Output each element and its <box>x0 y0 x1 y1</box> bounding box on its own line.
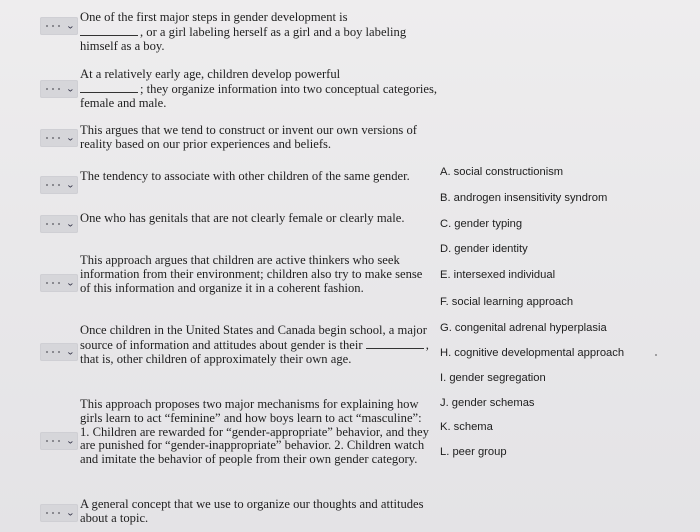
question-9-text: A general concept that we use to organize our thoughts and attitudes about a topic. <box>80 497 424 525</box>
question-1-text: One of the first major steps in gender development is , or a girl labeling herself as a girl and a boy labeling himself as a boy. <box>80 10 407 53</box>
chevron-down-icon: ⌄ <box>65 435 75 446</box>
select-placeholder-dashes <box>46 137 64 139</box>
select-placeholder-dashes <box>46 25 64 27</box>
question-8-text: This approach proposes two major mechanisms for explaining how girls learn to act “feminine” and how boys learn to act “masculine”: 1. Children are rewarded for “gender-appropriate” behavior, and they are punished for “gender-inappropriate” behavior. 2. Children watch and imitate the behavior of people from their own gender category. <box>80 397 429 467</box>
option-b: B. androgen insensitivity syndrom <box>440 192 608 204</box>
answer-select-1[interactable] <box>40 17 78 35</box>
answer-select-5[interactable] <box>40 215 78 233</box>
option-k: K. schema <box>440 421 493 433</box>
blank-line <box>80 25 138 36</box>
option-h: H. cognitive developmental approach <box>440 347 625 359</box>
question-4-text: The tendency to associate with other children of the same gender. <box>80 169 410 183</box>
select-placeholder-dashes <box>46 512 64 514</box>
select-placeholder-dashes <box>46 351 64 353</box>
answer-select-6[interactable] <box>40 274 78 292</box>
question-6-text: This approach argues that children are active thinkers who seek information from their environment; children also try to make sense of this information and organize it in a coherent fashion. <box>80 253 423 295</box>
answer-select-9[interactable] <box>40 504 78 522</box>
chevron-down-icon: ⌄ <box>65 277 75 288</box>
answer-select-3[interactable] <box>40 129 78 147</box>
question-3-text: This argues that we tend to construct or invent our own versions of reality based on our prior experiences and beliefs. <box>80 123 417 151</box>
chevron-down-icon: ⌄ <box>65 20 75 31</box>
answer-select-8[interactable] <box>40 432 78 450</box>
chevron-down-icon: ⌄ <box>65 83 75 94</box>
option-d: D. gender identity <box>440 243 528 255</box>
blank-line <box>80 82 138 93</box>
option-c: C. gender typing <box>440 218 523 230</box>
option-j: J. gender schemas <box>440 397 535 409</box>
chevron-down-icon: ⌄ <box>65 132 75 143</box>
option-f: F. social learning approach <box>440 296 574 308</box>
stray-dot <box>655 354 657 356</box>
question-2-text: At a relatively early age, children develop powerful ; they organize information into two conceptual categories, female and male. <box>80 67 438 110</box>
blank-line <box>366 338 424 349</box>
select-placeholder-dashes <box>46 440 64 442</box>
chevron-down-icon: ⌄ <box>65 346 75 357</box>
select-placeholder-dashes <box>46 223 64 225</box>
chevron-down-icon: ⌄ <box>65 179 75 190</box>
select-placeholder-dashes <box>46 88 64 90</box>
option-l: L. peer group <box>440 446 507 458</box>
answer-select-4[interactable] <box>40 176 78 194</box>
question-7-text: Once children in the United States and Canada begin school, a major source of information and attitudes about gender is their , that is, other children of approximately their own age. <box>80 323 429 366</box>
select-placeholder-dashes <box>46 282 64 284</box>
option-g: G. congenital adrenal hyperplasia <box>440 322 607 334</box>
select-placeholder-dashes <box>46 184 64 186</box>
option-a: A. social constructionism <box>440 166 564 178</box>
answer-select-7[interactable] <box>40 343 78 361</box>
question-5-text: One who has genitals that are not clearly female or clearly male. <box>80 211 405 225</box>
answer-select-2[interactable] <box>40 80 78 98</box>
option-i: I. gender segregation <box>440 372 546 384</box>
chevron-down-icon: ⌄ <box>65 507 75 518</box>
option-e: E. intersexed individual <box>440 269 556 281</box>
chevron-down-icon: ⌄ <box>65 218 75 229</box>
